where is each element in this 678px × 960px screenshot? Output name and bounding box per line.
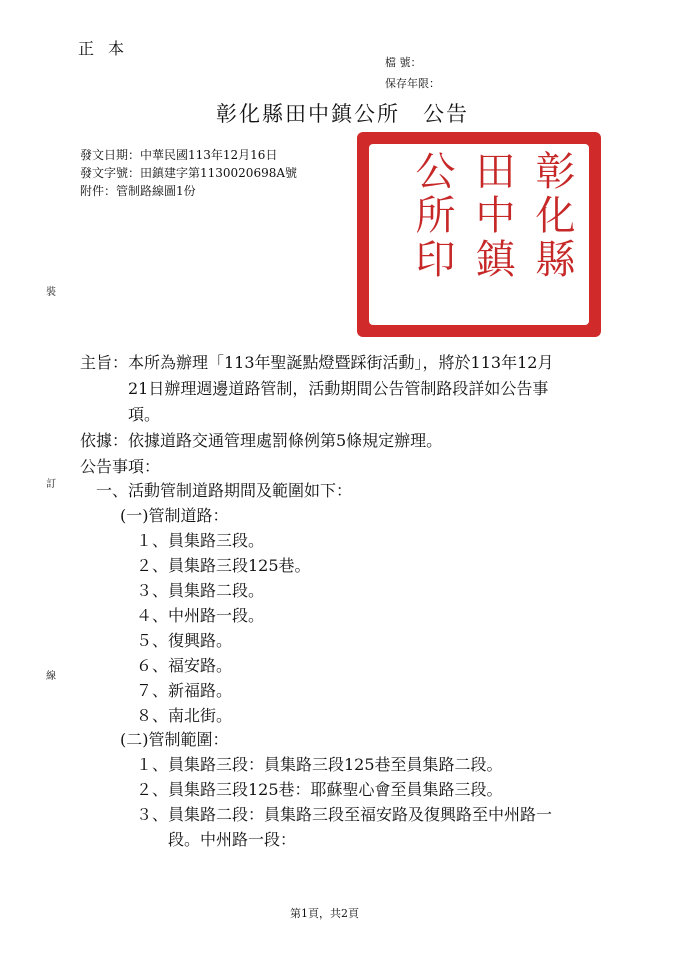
official-seal-stamp [357, 132, 601, 337]
issue-date: 發文日期：中華民國113年12月16日 [80, 148, 278, 162]
range-item: ３、員集路二段：員集路三段至福安路及復興路至中州路一 [136, 805, 553, 824]
attachment-note: 附件：管制路線圖1份 [80, 184, 196, 198]
road-item: ６、福安路。 [136, 656, 233, 675]
document-title: 彰化縣田中鎮公所 公告 [216, 102, 469, 126]
seal-text-column-3: 公所印 [409, 150, 455, 282]
subject-line-2: 21日辦理週邊道路管制，活動期間公告管制路段詳如公告事 [128, 379, 549, 398]
road-item: １、員集路三段。 [136, 531, 265, 550]
binding-mark-bind: 裝 [46, 287, 56, 298]
page-number: 第1頁，共2頁 [290, 907, 359, 920]
road-item: ７、新福路。 [136, 681, 233, 700]
basis-line: 依據：依據道路交通管理處罰條例第5條規定辦理。 [80, 431, 443, 450]
road-item: ８、南北街。 [136, 706, 233, 725]
road-item: ５、復興路。 [136, 631, 233, 650]
road-item: ４、中州路一段。 [136, 606, 265, 625]
items-heading: 公告事項： [80, 457, 161, 476]
seal-text-column-1: 彰化縣 [529, 150, 575, 282]
range-item: １、員集路三段：員集路三段125巷至員集路二段。 [136, 755, 503, 774]
controlled-roads-heading: (一)管制道路： [120, 506, 229, 525]
original-copy-mark: 正本 [78, 39, 139, 58]
issue-number: 發文字號：田鎮建字第1130020698A號 [80, 166, 298, 180]
binding-mark-line: 線 [46, 671, 56, 682]
retention-period-label: 保存年限： [385, 77, 440, 90]
range-item-continuation: 段。中州路一段： [168, 830, 297, 849]
subject-line-1: 主旨：本所為辦理「113年聖誕點燈暨踩街活動」，將於113年12月 [80, 353, 554, 372]
binding-mark-staple: 訂 [46, 479, 56, 490]
road-item: ２、員集路三段125巷。 [136, 556, 311, 575]
seal-text-column-2: 田中鎮 [469, 150, 515, 282]
section-1-heading: 一、活動管制道路期間及範圍如下： [96, 481, 353, 500]
road-item: ３、員集路二段。 [136, 581, 265, 600]
subject-line-3: 項。 [128, 405, 161, 424]
range-item: ２、員集路三段125巷：耶蘇聖心會至員集路三段。 [136, 780, 503, 799]
file-number-label: 檔 號： [385, 56, 422, 69]
control-range-heading: (二)管制範圍： [120, 730, 229, 749]
